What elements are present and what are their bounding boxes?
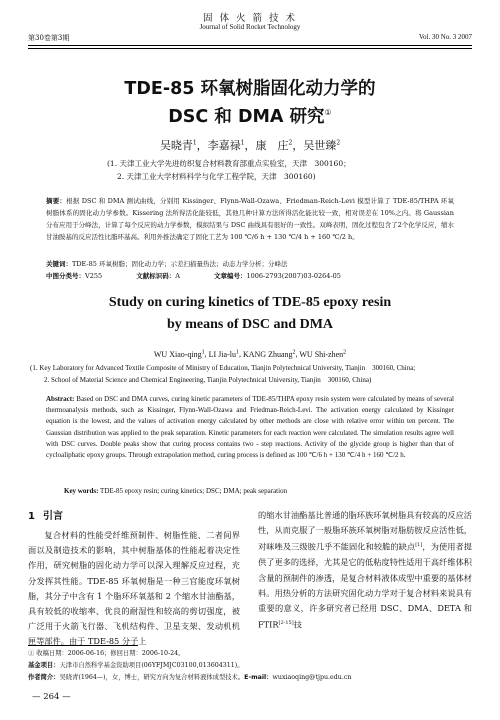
footnote-rule bbox=[28, 645, 138, 646]
author-cn: 吴世臻$^2$ bbox=[303, 139, 341, 152]
author-en: WU Xiao-qing$^1$ bbox=[153, 349, 205, 359]
affiliation-en-2: 2. School of Material Science and Chemical Engineering, Tianjin Polytechnical University, Tianjin 300160, China) bbox=[44, 375, 372, 384]
author-cn: 吴晓青$^1$ bbox=[159, 139, 197, 152]
title-cn-line2: DSC 和 DMA 研究① bbox=[168, 106, 332, 127]
authors-en: WU Xiao-qing$^1$, LI Jia-$lu^1$, KANG Zhuang$^2$, WU Shi-zhen$^2$ bbox=[153, 349, 347, 359]
affiliations-en bbox=[30, 363, 480, 386]
abstract-cn-label: 摘要： bbox=[46, 197, 67, 205]
abstract-en-text: Based on DSC and DMA curves, curing kinetic parameters of TDE-85/THPA epoxy resin system were calculated by means of several thermoanalysis methods, such as Kissinger, Flynn-Wall-Ozawa and Friedman-Reich-Levi. The activation energy calculated by Kissinger equation is the lowest, and the values of activation energy calculated by other methods are close with relative error within ten percent. The Gaussian distribution was applied to the peak separation. Kinetic parameters for each reaction were calculated. The simulation results agree well with DSC curves. Double peaks show that curing process contains two - step reactions. Activity of the glycide group is higher than that of cycloaliphatic epoxy groups. Through extrapolation method, curing process is defined as 100 ℃/6 h + 130 ℃/4 h + 160 ℃/2 h. bbox=[46, 395, 455, 460]
affiliation-en-1: (1. Key Laboratory for Advanced Textile Composite of Ministry of Education, Tianjin Polytechnical University, Tianjin 300160, China; bbox=[30, 364, 416, 372]
author-en: LI Jia-$lu^1$ bbox=[208, 349, 239, 359]
author-en: WU Shi-zhen$^2$ bbox=[299, 349, 347, 359]
keywords-cn-text: TDE-85 环氧树脂；固化动力学；示差扫描量热法；动态力学分析；分峰法 bbox=[72, 260, 288, 268]
page-number: — 264 — bbox=[32, 692, 71, 702]
classification-line bbox=[46, 271, 454, 282]
abstract-en-label: Abstract: bbox=[46, 395, 75, 403]
citation: [1] bbox=[415, 542, 423, 549]
title-cn bbox=[0, 77, 500, 129]
header-rule bbox=[28, 45, 472, 49]
received-date: ① 收稿日期：2006-06-16；修回日期：2006-10-24。 bbox=[28, 650, 185, 657]
author-cn: 康 庄$^2$ bbox=[255, 139, 293, 152]
title-footnote-mark: ① bbox=[324, 108, 332, 117]
section-number: 1 bbox=[28, 511, 35, 522]
keywords-cn bbox=[46, 259, 454, 270]
running-header bbox=[28, 8, 472, 56]
fund-info: 基金项目：天津市自然科学基金资助项目(06YFJMJC03100,013604311)。 bbox=[28, 662, 244, 669]
title-en-line1: Study on curing kinetics of TDE-85 epoxy resin bbox=[108, 295, 392, 310]
abstract-cn-text: 根据 DSC 和 DMA 测试曲线，分别用 Kissinger、Flynn-Wall-Ozawa、Friedman-Reich-Levi 模型计算了 TDE-85/THPA 环氧树脂体系的固化动力学参数。Kissering 法所得活化能较低，其他几种计算方法所得活化能比较一致，相对误差在 10%之内。将 Gaussian 分布应用于分峰法，计算了每个反应的动力学参数，模拟结果与 DSC 曲线具有很好的一致性。双峰表明，固化过程包含了2个化学反应，缩水甘油胺基的反应活性比脂环基高。利用外推法确定了固化工艺为 100 ℃/6 h + 130 ℃/4 h + 160 ℃/2 h。 bbox=[46, 197, 454, 241]
title-en bbox=[0, 292, 500, 336]
author-cn: 李嘉禄$^1$ bbox=[207, 139, 245, 152]
keywords-en-label: Key words: bbox=[64, 487, 99, 495]
keywords-en-text: TDE-85 epoxy resin; curing kinetics; DSC; DMA; peak separation bbox=[100, 487, 288, 495]
volume-issue-cn: 第30卷第3期 bbox=[28, 34, 70, 42]
body-column-right bbox=[258, 508, 472, 633]
body-paragraph: 的缩水甘油酯基比普通的脂环族环氧树脂具有较高的反应活性，从而克服了一般脂环族环氧树脂对脂肪胺反应活性低，对咪唑及三级胺几乎不能固化和较脆的缺点[1]，为使用者提供了更多的选择，尤其是它的低粘度特性适用于高纤维体积含量的预制件的渗透，是复合材料液体成型中重要的基体材料。用热分析的方法研究固化动力学对于复合材料来说具有重要的意义，许多研究者已经用 DSC、DMA、DETA 和 FTIR[2-15]技 bbox=[258, 510, 472, 630]
volume-issue-en: Vol. 30 No. 3 2007 bbox=[418, 33, 472, 41]
section-heading bbox=[28, 510, 240, 524]
author-bio: 作者简介：吴晓青(1964—)，女，博士，研究方向为复合材料液体成型技术。E-mail：wuxiaoqing@tjpu.edu.cn bbox=[28, 674, 352, 681]
footnote bbox=[28, 648, 472, 684]
clc-number: 中图分类号：V255 bbox=[46, 272, 103, 280]
citation: [2-15] bbox=[278, 620, 294, 627]
title-cn-line1: TDE-85 环氧树脂固化动力学的 bbox=[124, 79, 376, 99]
keywords-cn-label: 关键词： bbox=[46, 260, 72, 268]
affiliations-cn bbox=[107, 157, 351, 183]
article-number: 文章编号：1006-2793(2007)03-0264-05 bbox=[213, 272, 341, 280]
email-link[interactable]: wuxiaoqing@tjpu.edu.cn bbox=[272, 674, 352, 681]
affiliation-cn-1: (1. 天津工业大学先进纺织复合材料教育部重点实验室，天津 300160； bbox=[107, 159, 351, 168]
document-code: 文献标识码：A bbox=[136, 272, 180, 280]
abstract-en bbox=[46, 394, 454, 461]
authors-cn: 吴晓青$^1$，李嘉禄$^1$，康 庄$^2$，吴世臻$^2$ bbox=[159, 139, 341, 152]
body-column-left bbox=[28, 510, 240, 650]
section-title: 引言 bbox=[42, 511, 63, 522]
abstract-cn bbox=[46, 195, 454, 243]
journal-name-cn: 固 体 火 箭 技 术 bbox=[202, 13, 298, 24]
author-en: KANG Zhuang$^2$ bbox=[242, 349, 296, 359]
affiliation-cn-2: 2. 天津工业大学材料科学与化学工程学院，天津 300160) bbox=[117, 172, 316, 181]
body-paragraph: 复合材料的性能受纤维预制件、树脂性能、二者间界面以及制造技术的影响，其中树脂基体的性能起着决定性作用，研究树脂的固化动力学可以深入理解反应过程，充分发挥其性能。TDE-85 环氧树脂是一种三官能度环氧树脂，其分子中含有 1 个脂环环氧基和 2 个缩水甘油酯基，具有较低的收缩率、优良的耐湿性和较高的剪切强度，被广泛用于火箭飞行器、飞机结构件、卫星支架、发动机机匣等部件。由于 TDE-85 分子上 bbox=[28, 530, 240, 647]
title-en-line2: by means of DSC and DMA bbox=[166, 317, 334, 332]
journal-name-en: Journal of Solid Rocket Technology bbox=[199, 23, 301, 31]
keywords-en bbox=[64, 487, 454, 495]
